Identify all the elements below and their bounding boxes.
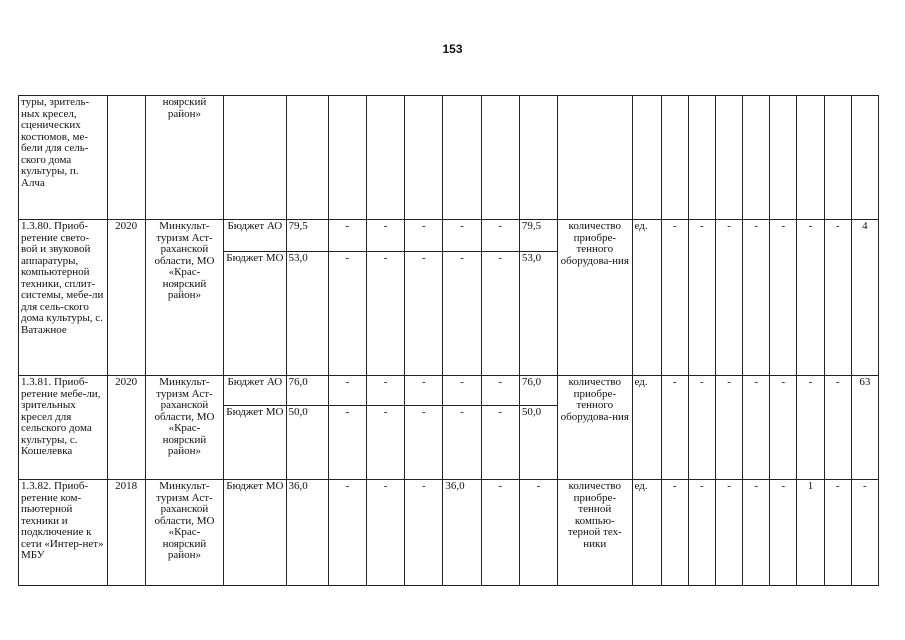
funding-total-cell: 36,0 — [286, 480, 328, 586]
indicator-cell: количество приобре-тенного оборудова-ния — [558, 376, 632, 480]
year-cell: 2018 — [107, 480, 145, 586]
funding-total-cell: 50,0 — [286, 406, 328, 480]
funding-source-cell: Бюджет АО — [224, 376, 286, 406]
indicator-value-cell: - — [797, 220, 824, 376]
table-row — [19, 220, 879, 252]
table-row — [19, 96, 879, 220]
funding-year-cell: - — [328, 376, 366, 406]
funding-source-cell: Бюджет МО — [224, 480, 286, 586]
unit-cell: ед. — [632, 376, 661, 480]
unit-cell: ед. — [632, 480, 661, 586]
indicator-value-cell: - — [770, 220, 797, 376]
funding-year-cell: - — [481, 376, 519, 406]
funding-year-cell: - — [328, 406, 366, 480]
empty-cell — [743, 96, 770, 220]
funding-year-cell: - — [328, 252, 366, 376]
empty-cell — [224, 96, 286, 220]
funding-year-cell: - — [405, 252, 443, 376]
funding-year-cell: - — [443, 252, 481, 376]
indicator-value-cell: - — [743, 220, 770, 376]
funding-year-cell: - — [328, 220, 366, 252]
funding-source-cell: Бюджет МО — [224, 252, 286, 376]
funding-year-cell: 79,5 — [519, 220, 557, 252]
indicator-value-cell: - — [770, 376, 797, 480]
empty-cell — [558, 96, 632, 220]
funding-year-cell: - — [481, 406, 519, 480]
funding-year-cell: - — [328, 480, 366, 586]
funding-total-cell: 53,0 — [286, 252, 328, 376]
empty-cell — [443, 96, 481, 220]
indicator-value-cell: - — [715, 480, 742, 586]
empty-cell — [632, 96, 661, 220]
unit-cell: ед. — [632, 220, 661, 376]
funding-year-cell: - — [443, 406, 481, 480]
empty-cell — [770, 96, 797, 220]
empty-cell — [481, 96, 519, 220]
empty-cell — [797, 96, 824, 220]
funding-year-cell: - — [366, 480, 404, 586]
indicator-value-cell: - — [661, 480, 688, 586]
event-name-cell: 1.3.81. Приоб-ретение мебе-ли, зрительных кресел для сельского дома культуры, с. Кошелевка — [19, 376, 108, 480]
executor-cell: ноярский район» — [145, 96, 223, 220]
funding-total-cell: 76,0 — [286, 376, 328, 406]
empty-cell — [286, 96, 328, 220]
indicator-cell: количество приобре-тенного оборудова-ния — [558, 220, 632, 376]
empty-cell — [715, 96, 742, 220]
year-cell: 2020 — [107, 376, 145, 480]
year-cell — [107, 96, 145, 220]
indicator-value-cell: 63 — [851, 376, 878, 480]
funding-total-cell: 79,5 — [286, 220, 328, 252]
funding-year-cell: - — [481, 480, 519, 586]
indicator-value-cell: - — [661, 220, 688, 376]
event-name-cell: туры, зритель-ных кресел, сценических костюмов, ме-бели для сель-ского дома культуры, п. Алча — [19, 96, 108, 220]
funding-year-cell: - — [443, 376, 481, 406]
program-table — [18, 95, 879, 586]
funding-year-cell: - — [519, 480, 557, 586]
funding-year-cell: - — [443, 220, 481, 252]
funding-year-cell: - — [366, 406, 404, 480]
funding-year-cell: - — [405, 406, 443, 480]
funding-year-cell: 53,0 — [519, 252, 557, 376]
indicator-value-cell: - — [743, 376, 770, 480]
empty-cell — [405, 96, 443, 220]
funding-year-cell: 50,0 — [519, 406, 557, 480]
funding-year-cell: - — [366, 376, 404, 406]
indicator-value-cell: - — [688, 376, 715, 480]
funding-year-cell: - — [366, 220, 404, 252]
indicator-value-cell: - — [743, 480, 770, 586]
funding-year-cell: - — [366, 252, 404, 376]
executor-cell: Минкульт-туризм Аст-раханской области, МО «Крас-ноярский район» — [145, 220, 223, 376]
indicator-value-cell: - — [824, 220, 851, 376]
empty-cell — [824, 96, 851, 220]
empty-cell — [328, 96, 366, 220]
indicator-value-cell: 1 — [797, 480, 824, 586]
indicator-value-cell: 4 — [851, 220, 878, 376]
indicator-value-cell: - — [770, 480, 797, 586]
table-body — [19, 96, 879, 586]
indicator-value-cell: - — [851, 480, 878, 586]
indicator-cell: количество приобре-тенной компью-терной тех-ники — [558, 480, 632, 586]
event-name-cell: 1.3.80. Приоб-ретение свето-вой и звуковой аппаратуры, компьютерной техники, сплит-системы, мебе-ли для сель-ского дома культуры, с. Ватажное — [19, 220, 108, 376]
indicator-value-cell: - — [715, 376, 742, 480]
indicator-value-cell: - — [688, 220, 715, 376]
table-row — [19, 480, 879, 586]
empty-cell — [851, 96, 878, 220]
funding-source-cell: Бюджет АО — [224, 220, 286, 252]
indicator-value-cell: - — [661, 376, 688, 480]
empty-cell — [688, 96, 715, 220]
funding-source-cell: Бюджет МО — [224, 406, 286, 480]
funding-year-cell: 36,0 — [443, 480, 481, 586]
funding-year-cell: - — [405, 220, 443, 252]
funding-year-cell: - — [481, 220, 519, 252]
indicator-value-cell: - — [688, 480, 715, 586]
funding-year-cell: 76,0 — [519, 376, 557, 406]
funding-year-cell: - — [481, 252, 519, 376]
indicator-value-cell: - — [715, 220, 742, 376]
indicator-value-cell: - — [824, 376, 851, 480]
funding-year-cell: - — [405, 480, 443, 586]
indicator-value-cell: - — [797, 376, 824, 480]
page-number: 153 — [442, 42, 463, 56]
executor-cell: Минкульт-туризм Аст-раханской области, МО «Крас-ноярский район» — [145, 480, 223, 586]
table-row — [19, 376, 879, 406]
empty-cell — [661, 96, 688, 220]
year-cell: 2020 — [107, 220, 145, 376]
funding-year-cell: - — [405, 376, 443, 406]
indicator-value-cell: - — [824, 480, 851, 586]
event-name-cell: 1.3.82. Приоб-ретение ком-пьютерной техники и подключение к сети «Интер-нет» МБУ — [19, 480, 108, 586]
executor-cell: Минкульт-туризм Аст-раханской области, МО «Крас-ноярский район» — [145, 376, 223, 480]
empty-cell — [366, 96, 404, 220]
empty-cell — [519, 96, 557, 220]
